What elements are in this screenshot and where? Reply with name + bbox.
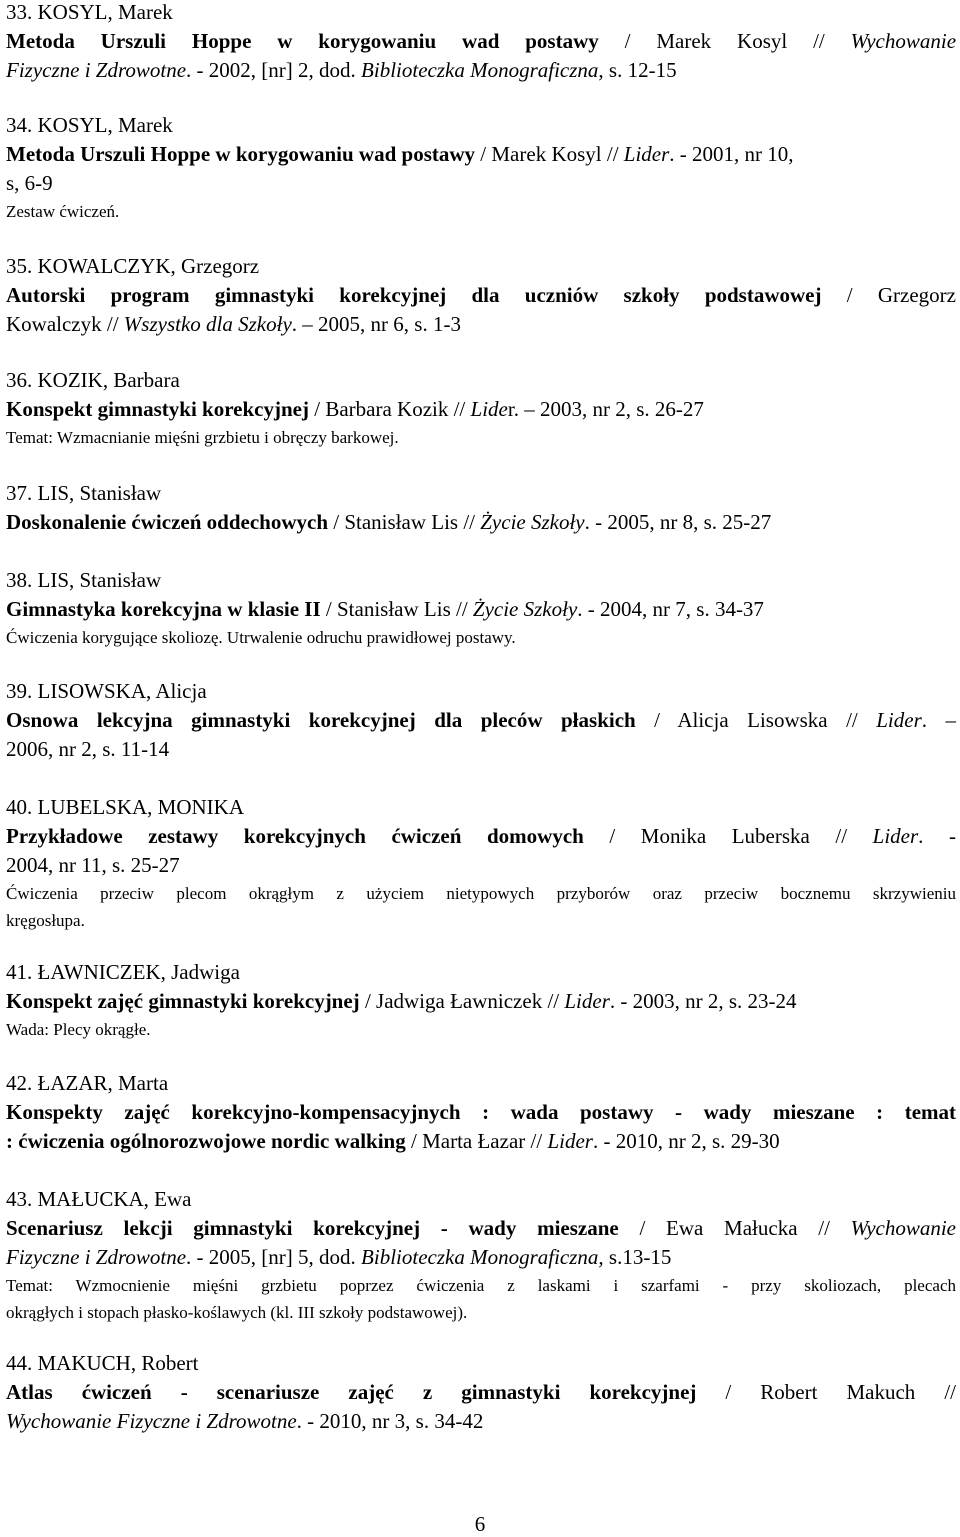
- entry-details: . – 2003, nr 2, s. 26-27: [513, 397, 704, 421]
- entry-details: . - 2002, [nr] 2, dod.: [186, 58, 362, 82]
- entry-citation: [6, 395, 956, 424]
- entry-source: Fizyczne i Zdrowotne: [6, 58, 187, 82]
- entry-source: Lider: [872, 824, 919, 848]
- bibliography-entry-44: [6, 1349, 956, 1436]
- entry-source-tail: r: [507, 397, 514, 421]
- entry-citation: [6, 987, 956, 1016]
- bibliography-entry-35: [6, 252, 956, 339]
- entry-citation-cont: [6, 1127, 956, 1156]
- entry-note: Ćwiczenia przeciw plecom okrągłym z użyciem nietypowych przyborów oraz przeciw bocznemu skrzywieniu: [6, 884, 956, 903]
- entry-title: Konspekty zajęć korekcyjno-kompensacyjnych : wada postawy - wady mieszane : temat: [6, 1100, 956, 1124]
- bibliography-entry-34: [6, 111, 956, 225]
- bibliography-entry-41: [6, 958, 956, 1043]
- entry-title: Atlas ćwiczeń - scenariusze zajęć z gimnastyki korekcyjnej: [6, 1380, 697, 1404]
- entry-source: Wychowanie Fizyczne i Zdrowotne: [6, 1409, 297, 1433]
- entry-details: . - 2001, nr 10,: [669, 142, 794, 166]
- entry-author: / Marek Kosyl //: [475, 142, 624, 166]
- entry-author: / Stanisław Lis //: [320, 597, 473, 621]
- entry-heading: 33. KOSYL, Marek: [6, 0, 173, 24]
- entry-note-cont: okrągłych i stopach płasko-koślawych (kl. III szkoły podstawowej).: [6, 1303, 468, 1322]
- entry-pages: , s. 12-15: [598, 58, 677, 82]
- entry-source: Lider: [547, 1129, 593, 1153]
- entry-title-cont: : ćwiczenia ogólnorozwojowe nordic walking: [6, 1129, 406, 1153]
- entry-supplement: Biblioteczka Monograficzna: [361, 58, 599, 82]
- entry-author: / Marek Kosyl //: [598, 29, 851, 53]
- entry-source: Lider: [876, 708, 922, 732]
- entry-title: Konspekt gimnastyki korekcyjnej: [6, 397, 309, 421]
- bibliography-entry-39: [6, 677, 956, 764]
- entry-heading: 34. KOSYL, Marek: [6, 113, 173, 137]
- entry-details: . - 2010, nr 2, s. 29-30: [592, 1129, 780, 1153]
- entry-author: / Barbara Kozik //: [308, 397, 471, 421]
- bibliography-entry-36: [6, 366, 956, 451]
- entry-citation: [6, 27, 956, 56]
- entry-pages: s.13-15: [603, 1245, 672, 1269]
- entry-heading: 35. KOWALCZYK, Grzegorz: [6, 254, 260, 278]
- bibliography-entry-38: [6, 566, 956, 651]
- entry-title: Metoda Urszuli Hoppe w korygowaniu wad postawy: [6, 29, 599, 53]
- entry-citation-cont: [6, 1407, 956, 1436]
- entry-citation-cont: s, 6-9: [6, 171, 53, 195]
- entry-note: Temat: Wzmacnianie mięśni grzbietu i obręczy barkowej.: [6, 428, 399, 447]
- bibliography-entry-37: [6, 479, 956, 537]
- entry-citation: [6, 140, 956, 169]
- entry-source: Życie Szkoły: [480, 510, 585, 534]
- entry-details: . - 2010, nr 3, s. 34-42: [296, 1409, 484, 1433]
- entry-title: Doskonalenie ćwiczeń oddechowych: [6, 510, 328, 534]
- entry-citation-cont: [6, 56, 956, 85]
- entry-heading: 42. ŁAZAR, Marta: [6, 1071, 169, 1095]
- entry-note-cont: kręgosłupa.: [6, 911, 85, 930]
- entry-heading: 38. LIS, Stanisław: [6, 568, 162, 592]
- entry-note: Zestaw ćwiczeń.: [6, 202, 120, 221]
- entry-heading: 40. LUBELSKA, MONIKA: [6, 795, 244, 819]
- entry-citation-cont: 2006, nr 2, s. 11-14: [6, 737, 170, 761]
- entry-citation: [6, 595, 956, 624]
- entry-author: / Grzegorz: [821, 283, 956, 307]
- entry-source: Życie Szkoły: [472, 597, 578, 621]
- entry-details: . –: [921, 708, 956, 732]
- entry-title: Przykładowe zestawy korekcyjnych ćwiczeń domowych: [6, 824, 584, 848]
- entry-author: / Ewa Małucka //: [618, 1216, 851, 1240]
- entry-citation: [6, 281, 956, 310]
- entry-author: / Monika Luberska //: [583, 824, 873, 848]
- entry-citation-cont: [6, 310, 956, 339]
- entry-title: Konspekt zajęć gimnastyki korekcyjnej: [6, 989, 360, 1013]
- entry-citation: [6, 1214, 956, 1243]
- entry-details: . - 2003, nr 2, s. 23-24: [609, 989, 797, 1013]
- entry-details: . – 2005, nr 6, s. 1-3: [291, 312, 461, 336]
- entry-citation-cont: 2004, nr 11, s. 25-27: [6, 853, 180, 877]
- entry-citation: [6, 706, 956, 735]
- entry-citation: [6, 822, 956, 851]
- entry-title: Gimnastyka korekcyjna w klasie II: [6, 597, 321, 621]
- entry-source: Lider: [564, 989, 610, 1013]
- entry-title: Metoda Urszuli Hoppe w korygowaniu wad postawy: [6, 142, 476, 166]
- entry-author: / Jadwiga Ławniczek //: [359, 989, 565, 1013]
- entry-details: . - 2004, nr 7, s. 34-37: [577, 597, 764, 621]
- entry-author: / Stanisław Lis //: [328, 510, 481, 534]
- entry-details: . - 2005, nr 8, s. 25-27: [584, 510, 772, 534]
- entry-heading: 43. MAŁUCKA, Ewa: [6, 1187, 192, 1211]
- page-number: 6: [474, 1512, 486, 1536]
- entry-note: Ćwiczenia korygujące skoliozę. Utrwalenie odruchu prawidłowej postawy.: [6, 628, 516, 647]
- entry-source: Wychowanie: [850, 29, 957, 53]
- entry-note: Temat: Wzmocnienie mięśni grzbietu poprzez ćwiczenia z laskami i szarfami - przy skoliozach, plecach: [6, 1276, 956, 1295]
- entry-title: Scenariusz lekcji gimnastyki korekcyjnej - wady mieszane: [6, 1216, 619, 1240]
- entry-source: Wszystko dla Szkoły: [123, 312, 292, 336]
- entry-author: / Marta Łazar //: [405, 1129, 548, 1153]
- entry-source: Lide: [470, 397, 508, 421]
- entry-citation: [6, 508, 956, 537]
- entry-source: Wychowanie: [850, 1216, 956, 1240]
- entry-author: / Alicja Lisowska //: [635, 708, 877, 732]
- entry-heading: 44. MAKUCH, Robert: [6, 1351, 199, 1375]
- entry-author: Kowalczyk //: [6, 312, 124, 336]
- entry-author: / Robert Makuch //: [696, 1380, 956, 1404]
- entry-heading: 37. LIS, Stanisław: [6, 481, 162, 505]
- entry-source: Lider: [623, 142, 670, 166]
- entry-citation-cont: [6, 1243, 956, 1272]
- entry-citation: [6, 1378, 956, 1407]
- bibliography-entry-42: [6, 1069, 956, 1156]
- bibliography-entry-43: [6, 1185, 956, 1326]
- bibliography-entry-33: [6, 0, 956, 85]
- entry-source: Fizyczne i Zdrowotne: [6, 1245, 187, 1269]
- entry-note: Wada: Plecy okrągłe.: [6, 1020, 151, 1039]
- entry-citation: [6, 1098, 956, 1127]
- bibliography-entry-40: [6, 793, 956, 934]
- entry-title: Osnowa lekcyjna gimnastyki korekcyjnej dla pleców płaskich: [6, 708, 636, 732]
- entry-heading: 41. ŁAWNICZEK, Jadwiga: [6, 960, 240, 984]
- entry-supplement: Biblioteczka Monograficzna,: [361, 1245, 604, 1269]
- entry-details: . -: [918, 824, 956, 848]
- entry-heading: 39. LISOWSKA, Alicja: [6, 679, 207, 703]
- entry-title: Autorski program gimnastyki korekcyjnej dla uczniów szkoły podstawowej: [6, 283, 822, 307]
- entry-heading: 36. KOZIK, Barbara: [6, 368, 180, 392]
- entry-details: . - 2005, [nr] 5, dod.: [186, 1245, 362, 1269]
